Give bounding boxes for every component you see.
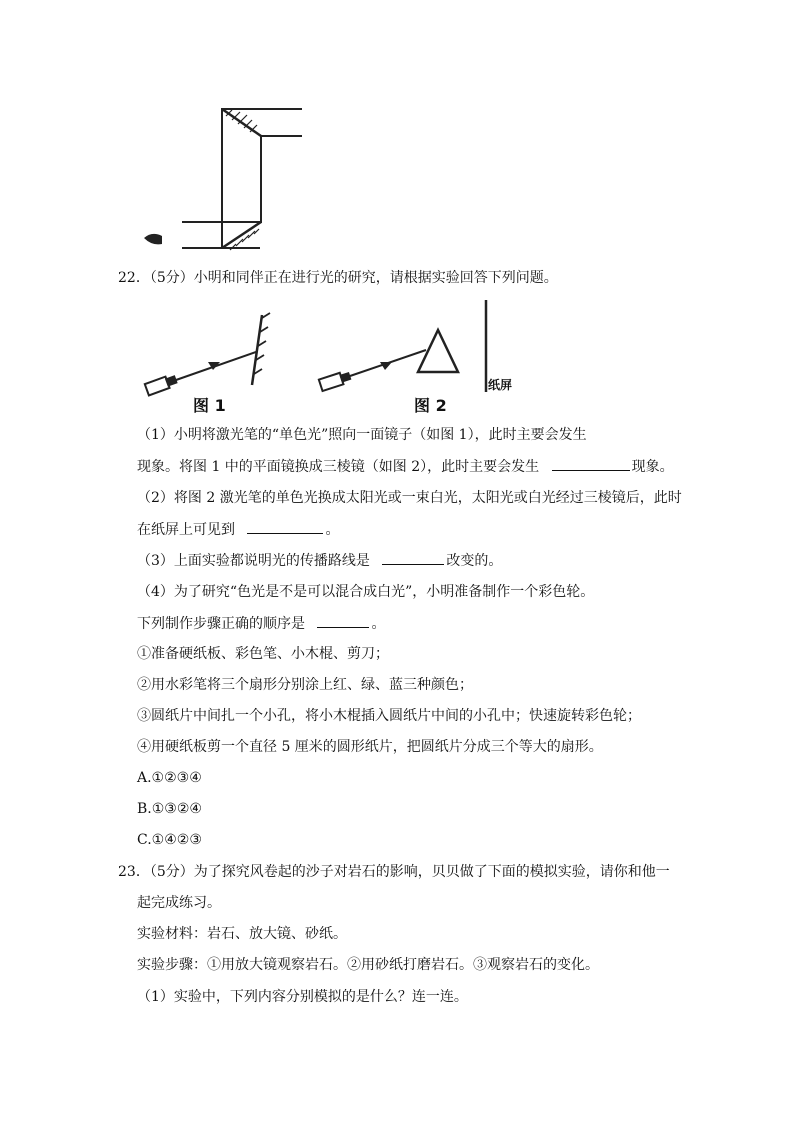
q22-part2-text: 在纸屏上可见到 <box>137 522 235 538</box>
step-2: ②用水彩笔将三个扇形分别涂上红、绿、蓝三种颜色； <box>137 677 473 693</box>
option-b[interactable]: B.①③②④ <box>137 801 202 817</box>
step-4: ④用硬纸板剪一个直径 5 厘米的圆形纸片，把圆纸片分成三个等大的扇形。 <box>137 739 603 755</box>
step-1: ①准备硬纸板、彩色笔、小木棍、剪刀； <box>137 646 389 662</box>
q22-part2-line2 <box>137 519 339 540</box>
q22-part3 <box>137 550 502 571</box>
mirror-1 <box>252 315 262 385</box>
option-c[interactable]: C.①④②③ <box>137 832 202 848</box>
q23-steps: 实验步骤：①用放大镜观察岩石。②用砂纸打磨岩石。③观察岩石的变化。 <box>137 957 599 973</box>
q22-part2-end: 。 <box>325 522 340 538</box>
q22-part1-end: 现象。 <box>631 459 674 475</box>
q22-part4-order-text: 下列制作步骤正确的顺序是 <box>137 616 305 632</box>
q22-part3-text: （3）上面实验都说明光的传播路线是 <box>137 553 370 569</box>
option-a[interactable]: A.①②③④ <box>137 770 202 786</box>
q22-header: 22．（5分）小明和同伴正在进行光的研究，请根据实验回答下列问题。 <box>118 270 558 286</box>
q22-part4: （4）为了研究“色光是不是可以混合成白光”，小明准备制作一个彩色轮。 <box>137 584 595 600</box>
figure-2 <box>319 300 486 392</box>
q22-part1-line2 <box>137 456 674 477</box>
q22-part3-blank[interactable] <box>382 550 444 565</box>
q22-part4-order-end: 。 <box>371 616 386 632</box>
figure-1 <box>145 313 270 395</box>
figure-2-label: 图 2 <box>414 396 447 415</box>
q22-part2-line1: （2）将图 2 激光笔的单色光换成太阳光或一束白光，太阳光或白光经过三棱镜后，此时 <box>137 490 682 506</box>
q22-part4-order <box>137 613 385 634</box>
q22-part1-blank[interactable] <box>552 456 630 471</box>
q23-question-1: （1）实验中，下列内容分别模拟的是什么？连一连。 <box>137 989 468 1005</box>
step-3: ③圆纸片中间扎一个小孔，将小木棍插入圆纸片中间的小孔中；快速旋转彩色轮； <box>137 708 641 724</box>
q22-part1-line1: （1）小明将激光笔的“单色光”照向一面镜子（如图 1），此时主要会发生 <box>137 427 587 443</box>
q22-part2-blank[interactable] <box>247 519 323 534</box>
q22-part4-blank[interactable] <box>317 613 369 628</box>
q23-materials: 实验材料：岩石、放大镜、砂纸。 <box>137 926 347 942</box>
paper-screen-label: 纸屏 <box>488 378 513 392</box>
q23-header-line2: 起完成练习。 <box>137 895 221 911</box>
q23-header-line1: 23．（5分）为了探究风卷起的沙子对岩石的影响，贝贝做了下面的模拟实验，请你和他一 <box>118 864 670 880</box>
figure-1-label: 图 1 <box>193 396 226 415</box>
q22-part1-text: 现象。将图 1 中的平面镜换成三棱镜（如图 2），此时主要会发生 <box>137 459 540 475</box>
q22-part3-end: 改变的。 <box>446 553 503 569</box>
